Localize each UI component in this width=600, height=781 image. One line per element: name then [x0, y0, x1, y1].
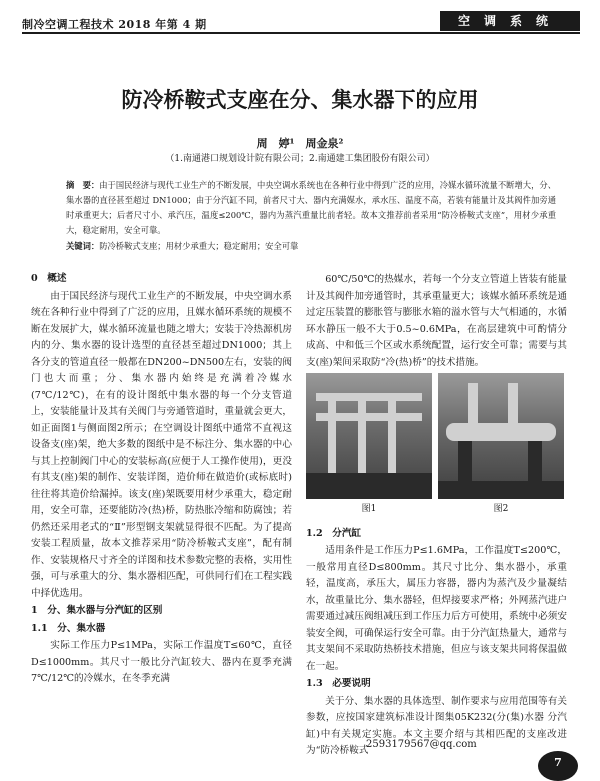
abstract-label: 摘 要： [66, 180, 100, 190]
section-1-heading: 1 分、集水器与分汽缸的区别 [31, 605, 163, 616]
figure-2-caption: 图2 [493, 504, 509, 514]
authors: 周 婷¹ 周金泉² [256, 137, 344, 150]
figure-2-photo [438, 373, 564, 499]
left-column [31, 270, 292, 688]
abstract [66, 178, 556, 238]
footer-email: 2593179567@qq.com [366, 739, 477, 750]
figure-captions [306, 501, 567, 518]
article-title: 防冷桥鞍式支座在分、集水器下的应用 [121, 87, 479, 112]
section-1-1-continued: 60℃/50℃的热媒水，若每一个分支立管道上皆装有能量计及其阀件加旁通管时，其承重量更大；该媒水循环系统是通过定压装置的膨胀管与膨胀水箱的溢水管与大气相通的，水循环水静压一般不大于0.5~0.6MPa，在高层建筑中可酌情分成高、中和低三个区或水系统配置，运行安全可靠；需要与其支(座)架间采取防“冷(热)桥”的技术措施。 [306, 274, 567, 368]
section-1-2-heading: 1.2 分汽缸 [306, 527, 362, 539]
keywords-label: 关键词： [66, 241, 100, 251]
journal-header: 制冷空调工程技术 2018 年第 4 期 [22, 18, 207, 31]
section-1-1-heading: 1.1 分、集水器 [31, 622, 106, 634]
section-tab: 空调系统 [440, 11, 580, 31]
figure-1-photo [306, 373, 432, 499]
right-column [306, 272, 567, 760]
keywords-text: 防冷桥鞍式支座；用材少承重大；稳定耐用；安全可靠 [99, 241, 299, 251]
section-0-paragraph: 由于国民经济与现代工业生产的不断发展，中央空调水系统在各种行业中得到了广泛的应用，且媒水循环系统的规模不断在发展扩大，媒水循环流量也随之增大；安装于冷热源机房内的分、集水器的设计选型的直径甚至超过DN1000；其上各分支的管道直径一般都在DN200~DN500左右，安装的阀门也大而重；分、集水器内始终是充满着冷媒水(7℃/12℃)，在有的设计图纸中集水器的每一个分支管道上，安装能量计及其有关阀门与旁通管道时，重量就会更大，如正面图1与侧面图2所示；在空调设计图纸中通常不直视这设备支(座)架，绝大多数的图纸中是不标注分、集水器的中心与其上控制阀门中心的安装标高(应便于人工操作使用)，更没有其支(座)架的制作、安装详图，造价师在做造价(或标底时)往往将其造价给漏掉。该支(座)架既要用材少承重大，稳定耐用，安全可靠，还要能防冷(热)桥，防热胀冷缩和防腐蚀；若仍然还采用老式的“Ⅱ”形型钢支架就显得很不匹配。为了提高安装工程质量，故本文推荐采用“防冷桥鞍式支座”，配有制作、安装规格尺寸齐全的详图和技术参数完整的表格，实用性强，可与承重大的分、集水器相匹配，可供同行们在工程实践中择优选用。 [31, 290, 292, 599]
keywords [66, 240, 556, 252]
figure-1-caption: 图1 [361, 504, 377, 514]
section-1-3-paragraph: 关于分、集水器的具体选型、制作要求与应用范围等有关参数，应按国家建筑标准设计图集05K232(分(集)水器 分汽缸)中有关规定实施。本文主要介绍与其相匹配的支座改进为“防冷桥鞍式 [306, 695, 567, 756]
abstract-text: 由于国民经济与现代工业生产的不断发展，中央空调水系统也在各种行业中得到广泛的应用，冷媒水循环流量不断增大，分、集水器的直径甚至超过 DN1000；由于分汽缸不同，前者尺寸大、器内充满媒水，承水压、温度不高，若装有能量计及其阀件加旁通时承重更大；后者尺寸小、承汽压，温度≤200℃，器内为蒸汽重量比前者轻。故本文推荐前者采用“防冷桥鞍式支座”，用材少承重大，稳定耐用，安全可靠。 [66, 180, 556, 235]
figure-row [306, 373, 567, 499]
affiliation: （1.南通港口规划设计院有限公司；2.南通建工集团股份有限公司） [165, 154, 435, 164]
section-1-3-heading: 1.3 必要说明 [306, 678, 371, 689]
section-0-heading: 0 概述 [31, 273, 67, 284]
page-number-badge: 7 [538, 751, 578, 781]
section-1-2-paragraph: 适用条件是工作压力P≤1.6MPa，工作温度T≤200℃，一般常用直径D≤800mm。其尺寸比分、集水器小，承重轻，温度高，承压大，属压力容器，器内为蒸汽及少量凝结水，故重量比分、集水器轻，但焊接要求严格；外网蒸汽进户需要通过减压阀组减压到工作压力后方可使用，系统中必须安装安全阀，可确保运行安全可靠。由于分汽缸热量大，通常与其支架间不采取防热桥技术措施，但应与该支架共同将保温做在一起。 [306, 545, 567, 672]
header-rule [22, 32, 580, 34]
section-1-1-paragraph: 实际工作压力P≤1MPa，实际工作温度T≤60℃，直径D≤1000mm。其尺寸一般比分汽缸较大、器内在夏季充满7℃/12℃的冷媒水，在冬季充满 [31, 640, 292, 684]
